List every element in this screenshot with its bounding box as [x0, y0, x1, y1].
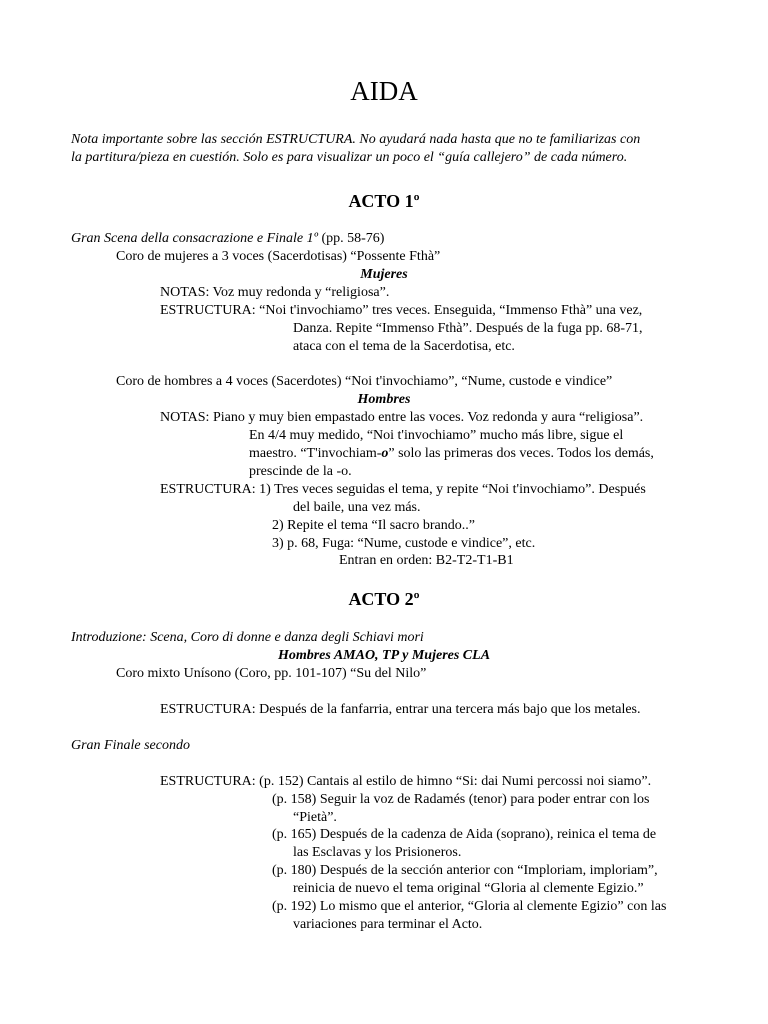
hombres-label: Hombres: [357, 392, 411, 407]
hombres-estructura-4: 3) p. 68, Fuga: “Nume, custode e vindice”, etc.: [272, 536, 536, 551]
hombres-notas-3b: o: [381, 446, 389, 461]
finale-line-7: reinicia de nuevo el tema original “Gloria al clemente Egizio.”: [293, 881, 644, 896]
hombres-notas-3: [249, 445, 654, 463]
mujeres-estructura-3: ataca con el tema de la Sacerdotisa, etc.: [293, 339, 515, 354]
finale-line-1: ESTRUCTURA: (p. 152) Cantais al estilo de himno “Si: dai Numi percossi noi siamo”.: [160, 774, 652, 789]
acto2-voices: Hombres AMAO, TP y Mujeres CLA: [277, 648, 491, 663]
acto2-estructura: ESTRUCTURA: Después de la fanfarria, entrar una tercera más bajo que los metales.: [160, 702, 641, 717]
acto2-heading: ACTO 2º: [348, 589, 420, 609]
coro-hombres: Coro de hombres a 4 voces (Sacerdotes) “Noi t'invochiamo”, “Nume, custode e vindice”: [116, 374, 613, 389]
coro-mujeres: Coro de mujeres a 3 voces (Sacerdotisas) “Possente Fthà”: [116, 249, 441, 264]
hombres-notas-1: NOTAS: Piano y muy bien empastado entre las voces. Voz redonda y aura “religiosa”.: [160, 410, 644, 425]
note-line-1: Nota importante sobre las sección ESTRUCTURA. No ayudará nada hasta que no te familiarizas con: [71, 132, 641, 147]
mujeres-estructura-1: ESTRUCTURA: “Noi t'invochiamo” tres veces. Enseguida, “Immenso Fthà” una vez,: [160, 303, 643, 318]
hombres-notas-3c: ” solo las primeras dos veces. Todos los demás,: [388, 446, 654, 461]
hombres-estructura-2: del baile, una vez más.: [293, 500, 421, 515]
coro-mixto: Coro mixto Unísono (Coro, pp. 101-107) “Su del Nilo”: [116, 666, 427, 681]
acto2-intro: Introduzione: Scena, Coro di donne e danza degli Schiavi mori: [71, 630, 424, 645]
mujeres-label: Mujeres: [360, 267, 408, 282]
acto1-scene: [71, 230, 384, 248]
finale-line-2: (p. 158) Seguir la voz de Radamés (tenor) para poder entrar con los: [272, 792, 650, 807]
hombres-notas-3a: maestro. “T'invochiam-: [249, 446, 382, 461]
hombres-notas-4: prescinde de la -o.: [249, 464, 352, 479]
finale-line-5: las Esclavas y los Prisioneros.: [293, 845, 462, 860]
finale-line-6: (p. 180) Después de la sección anterior con “Imploriam, imploriam”,: [272, 863, 658, 878]
hombres-notas-2: En 4/4 muy medido, “Noi t'invochiamo” mucho más libre, sigue el: [249, 428, 624, 443]
note-line-2: la partitura/pieza en cuestión. Solo es para visualizar un poco el “guía callejero” de cada número.: [71, 150, 628, 165]
finale-line-8: (p. 192) Lo mismo que el anterior, “Gloria al clemente Egizio” con las: [272, 899, 667, 914]
hombres-estructura-3: 2) Repite el tema “Il sacro brando..”: [272, 518, 475, 533]
hombres-estructura-5: Entran en orden: B2-T2-T1-B1: [339, 553, 514, 568]
finale-line-9: variaciones para terminar el Acto.: [293, 917, 483, 932]
finale-line-3: “Pietà”.: [293, 810, 337, 825]
gran-finale: Gran Finale secondo: [71, 738, 190, 753]
document-title: AIDA: [350, 76, 418, 106]
acto1-scene-title: Gran Scena della consacrazione e Finale 1º: [71, 231, 318, 246]
hombres-estructura-1: ESTRUCTURA: 1) Tres veces seguidas el tema, y repite “Noi t'invochiamo”. Después: [160, 482, 646, 497]
mujeres-estructura-2: Danza. Repite “Immenso Fthà”. Después de la fuga pp. 68-71,: [293, 321, 643, 336]
acto1-heading: ACTO 1º: [348, 191, 420, 211]
finale-line-4: (p. 165) Después de la cadenza de Aida (soprano), reinica el tema de: [272, 827, 657, 842]
acto1-scene-pages: (pp. 58-76): [317, 231, 385, 246]
mujeres-notas: NOTAS: Voz muy redonda y “religiosa”.: [160, 285, 390, 300]
